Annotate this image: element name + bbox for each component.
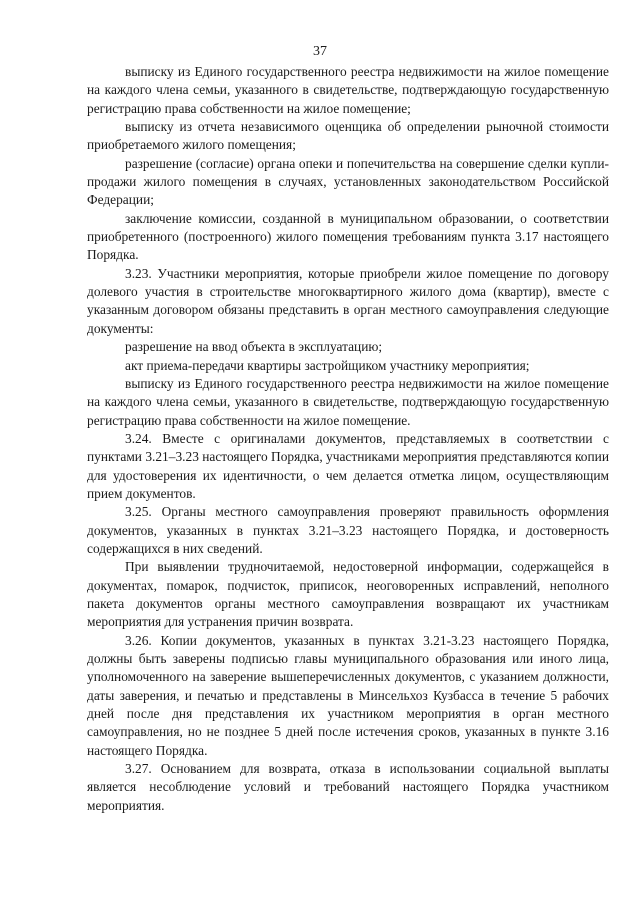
paragraph: разрешение на ввод объекта в эксплуатацию; <box>125 339 383 355</box>
paragraph: заключение комиссии, созданной в муниципальном образовании, о соответствии приобретенного (построенного) жилого помещения требованиям пункта 3.17 настоящего Порядка. <box>87 210 609 263</box>
paragraph: 3.24. Вместе с оригиналами документов, представляемых в соответствии с пунктами 3.21–3.23 настоящего Порядка, участниками мероприятия представляются копии для удостоверения их идентичности, о чем делается отметка лицом, осуществляющим прием документов. <box>87 430 609 501</box>
paragraph: 3.27. Основанием для возврата, отказа в использовании социальной выплаты является несоблюдение условий и требований настоящего Порядка участником мероприятия. <box>87 761 609 813</box>
paragraph: 3.26. Копии документов, указанных в пунктах 3.21-3.23 настоящего Порядка, должны быть заверены подписью главы муниципального образования или иного лица, уполномоченного на заверение вышеперечисленных документов, с указанием должности, даты заверения, и печатью и представлены в Минсельхоз Кузбасса в течение 5 рабочих дней после дня представления их участником мероприятия в орган местного самоуправления, но не позднее 5 дней после истечения сроков, указанных в пункте 3.16 настоящего Порядка. <box>87 632 609 758</box>
paragraph: выписку из отчета независимого оценщика об определении рыночной стоимости приобретаемого жилого помещения; <box>87 119 609 153</box>
paragraph: 3.23. Участники мероприятия, которые приобрели жилое помещение по договору долевого участия в строительстве многоквартирного жилого дома (квартир), вместе с указанным договором обязаны представить в орган местного самоуправления следующие документы: <box>87 265 609 336</box>
paragraph: выписку из Единого государственного реестра недвижимости на жилое помещение на каждого члена семьи, указанного в свидетельстве, подтверждающую государственную регистрацию права собственности на жилое помещение; <box>87 64 609 116</box>
document-body <box>87 63 609 815</box>
paragraph: разрешение (согласие) органа опеки и попечительства на совершение сделки купли-продажи жилого помещения в случаях, установленных законодательством Российской Федерации; <box>87 155 609 208</box>
paragraph: 3.25. Органы местного самоуправления проверяют правильность оформления документов, указанных в пунктах 3.21–3.23 настоящего Порядка, и достоверность содержащихся в них сведений. <box>87 504 609 556</box>
page-number: 37 <box>313 44 327 59</box>
paragraph: акт приема-передачи квартиры застройщиком участнику мероприятия; <box>125 357 530 373</box>
paragraph: выписку из Единого государственного реестра недвижимости на жилое помещение на каждого члена семьи, указанного в свидетельстве, подтверждающую государственную регистрацию права собственности на жилое помещение. <box>87 375 609 428</box>
paragraph: При выявлении трудночитаемой, недостоверной информации, содержащейся в документах, помарок, подчисток, приписок, неоговоренных исправлений, неполного пакета документов органы местного самоуправления возвращают их участникам мероприятия для устранения причин возврата. <box>87 559 609 630</box>
